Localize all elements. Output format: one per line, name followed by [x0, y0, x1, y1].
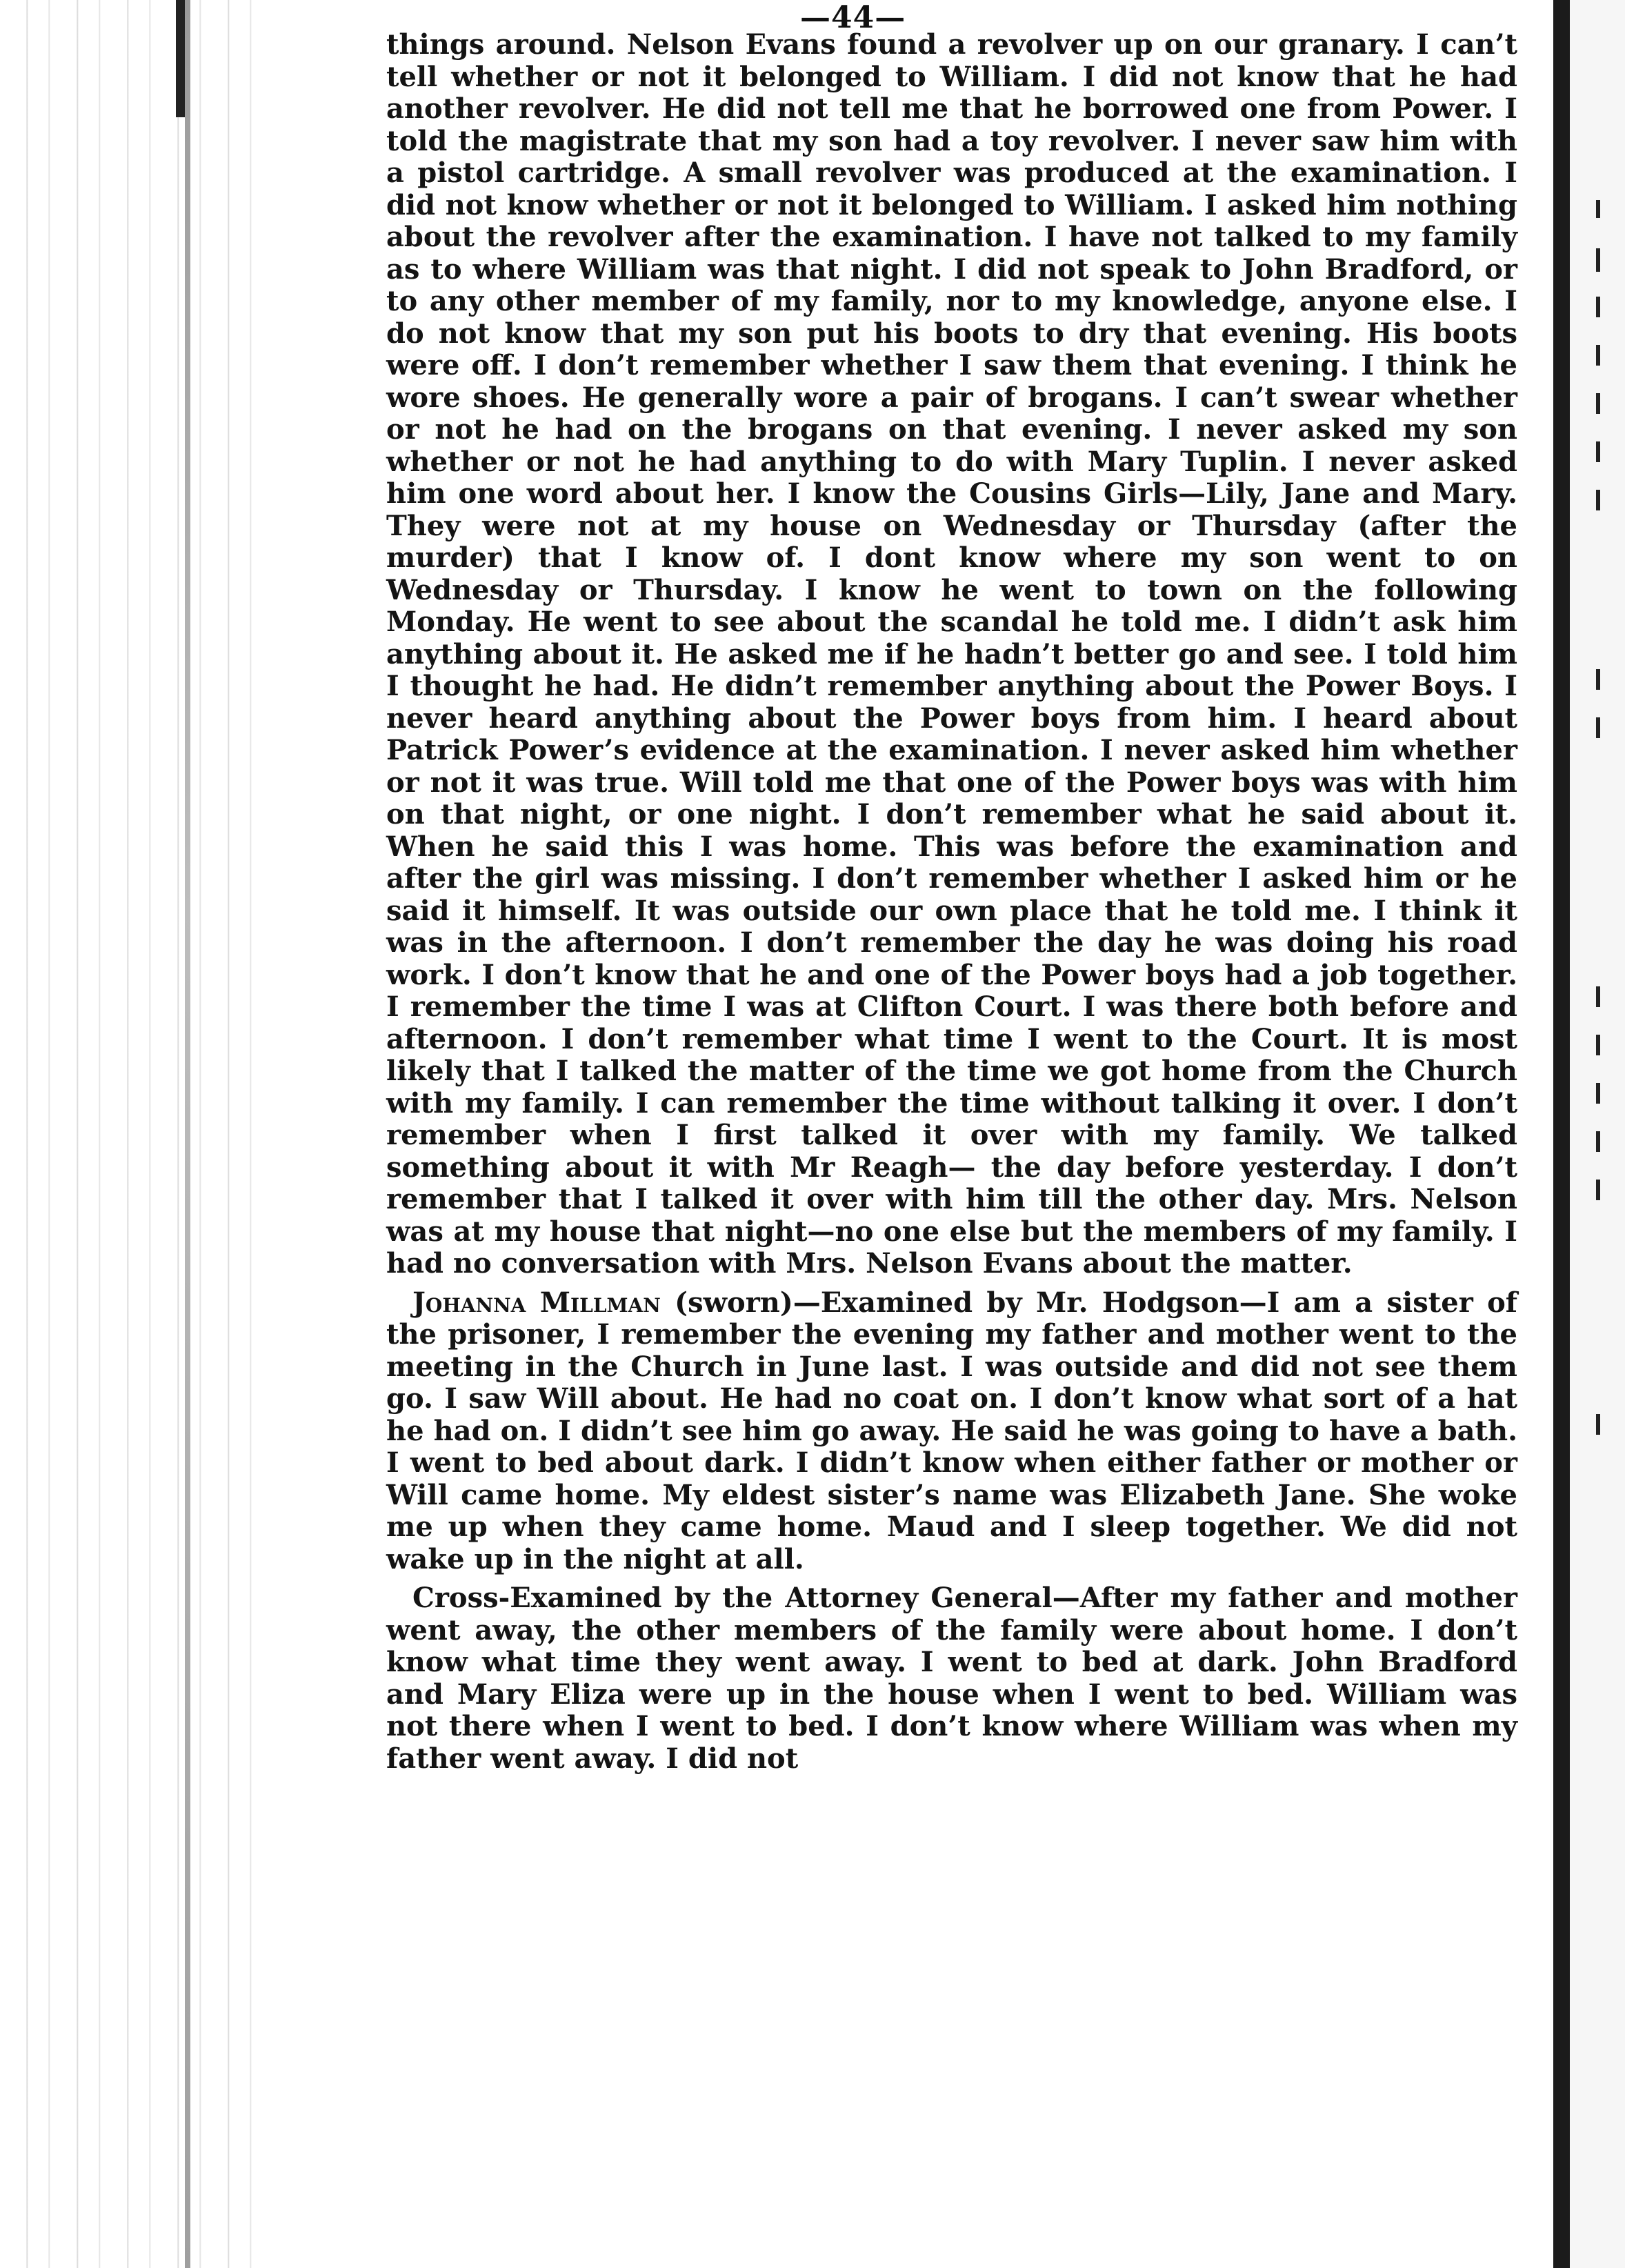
paragraph-cross-examined: Cross-Examined by the Attorney General—After my father and mother went away, the other members of the family were about home. I don’t know what time they went away. I went to bed at dark. John Bradford and Mary Eliza were up in the house when I went to bed. William was not there when I went to bed. I don’t know where William was when my father went away. I did not: [386, 1582, 1517, 1775]
book-binding-edge: [0, 0, 262, 2268]
binding-shadow: [176, 0, 186, 117]
witness-name: Johanna Millman: [412, 1286, 661, 1319]
paragraph-testimony-continued: things around. Nelson Evans found a revolver up on our granary. I can’t tell whether or not it belonged to William. I did not know that he had another revolver. He did not tell me that he borrowed one from Power. I told the magistrate that my son had a toy revolver. I never saw him with a pistol cartridge. A small revolver was produced at the examination. I did not know whether or not it belonged to William. I asked him nothing about the revolver after the examination. I have not talked to my family as to where William was that night. I did not speak to John Bradford, or to any other member of my family, nor to my knowledge, anyone else. I do not know that my son put his boots to dry that evening. His boots were off. I don’t remember whether I saw them that evening. I think he wore shoes. He generally wore a pair of brogans. I can’t swear whether or not he had on the brogans on that evening. I never asked my son whether or not he had anything to do with Mary Tuplin. I never asked him one word about her. I know the Cousins Girls—Lily, Jane and Mary. They were not at my house on Wednesday or Thursday (after the murder) that I know of. I dont know where my son went to on Wednesday or Thursday. I know he went to town on the following Monday. He went to see about the scandal he told me. I didn’t ask him anything about it. He asked me if he hadn’t better go and see. I told him I thought he had. He didn’t remember anything about the Power Boys. I never heard anything about the Power boys from him. I heard about Patrick Power’s evidence at the examination. I never asked him whether or not it was true. Will told me that one of the Power boys was with him on that night, or one night. I don’t remember what he said about it. When he said this I was home. This was before the examination and after the girl was missing. I don’t remember whether I asked him or he said it himself. It was outside our own place that he told me. I think it was in the afternoon. I don’t remember the day he was doing his road work. I don’t know that he and one of the Power boys had a job together. I remember the time I was at Clifton Court. I was there both before and afternoon. I don’t remember what time I went to the Court. It is most likely that I talked the matter of the time we got home from the Church with my family. I can remember the time without talking it over. I don’t remember when I first talked it over with my family. We talked something about it with Mr Reagh— the day before yesterday. I don’t remember that I talked it over with him till the other day. Mrs. Nelson was at my house that night—no one else but the members of my family. I had no conversation with Mrs. Nelson Evans about the matter.: [386, 28, 1517, 1280]
paragraph-johanna-millman: [386, 1287, 1517, 1576]
paragraph-johanna-millman-text: (sworn)—Examined by Mr. Hodgson—I am a sister of the prisoner, I remember the evening my father and mother went to the meeting in the Church in June last. I was outside and did not see them go. I saw Will about. He had no coat on. I don’t know what sort of a hat he had on. I didn’t see him go away. He said he was going to have a bath. I went to bed about dark. I didn’t know when either father or mother or Will came home. My eldest sister’s name was Elizabeth Jane. She woke me up when they came home. Maud and I sleep together. We did not wake up in the night at all.: [386, 1286, 1517, 1575]
body-text: [386, 29, 1517, 1775]
binding-fold: [185, 0, 190, 2268]
facing-page-text-fragments: [1586, 172, 1614, 1759]
page-number: —44—: [800, 0, 906, 35]
page-right-edge-shadow: [1553, 0, 1570, 2268]
